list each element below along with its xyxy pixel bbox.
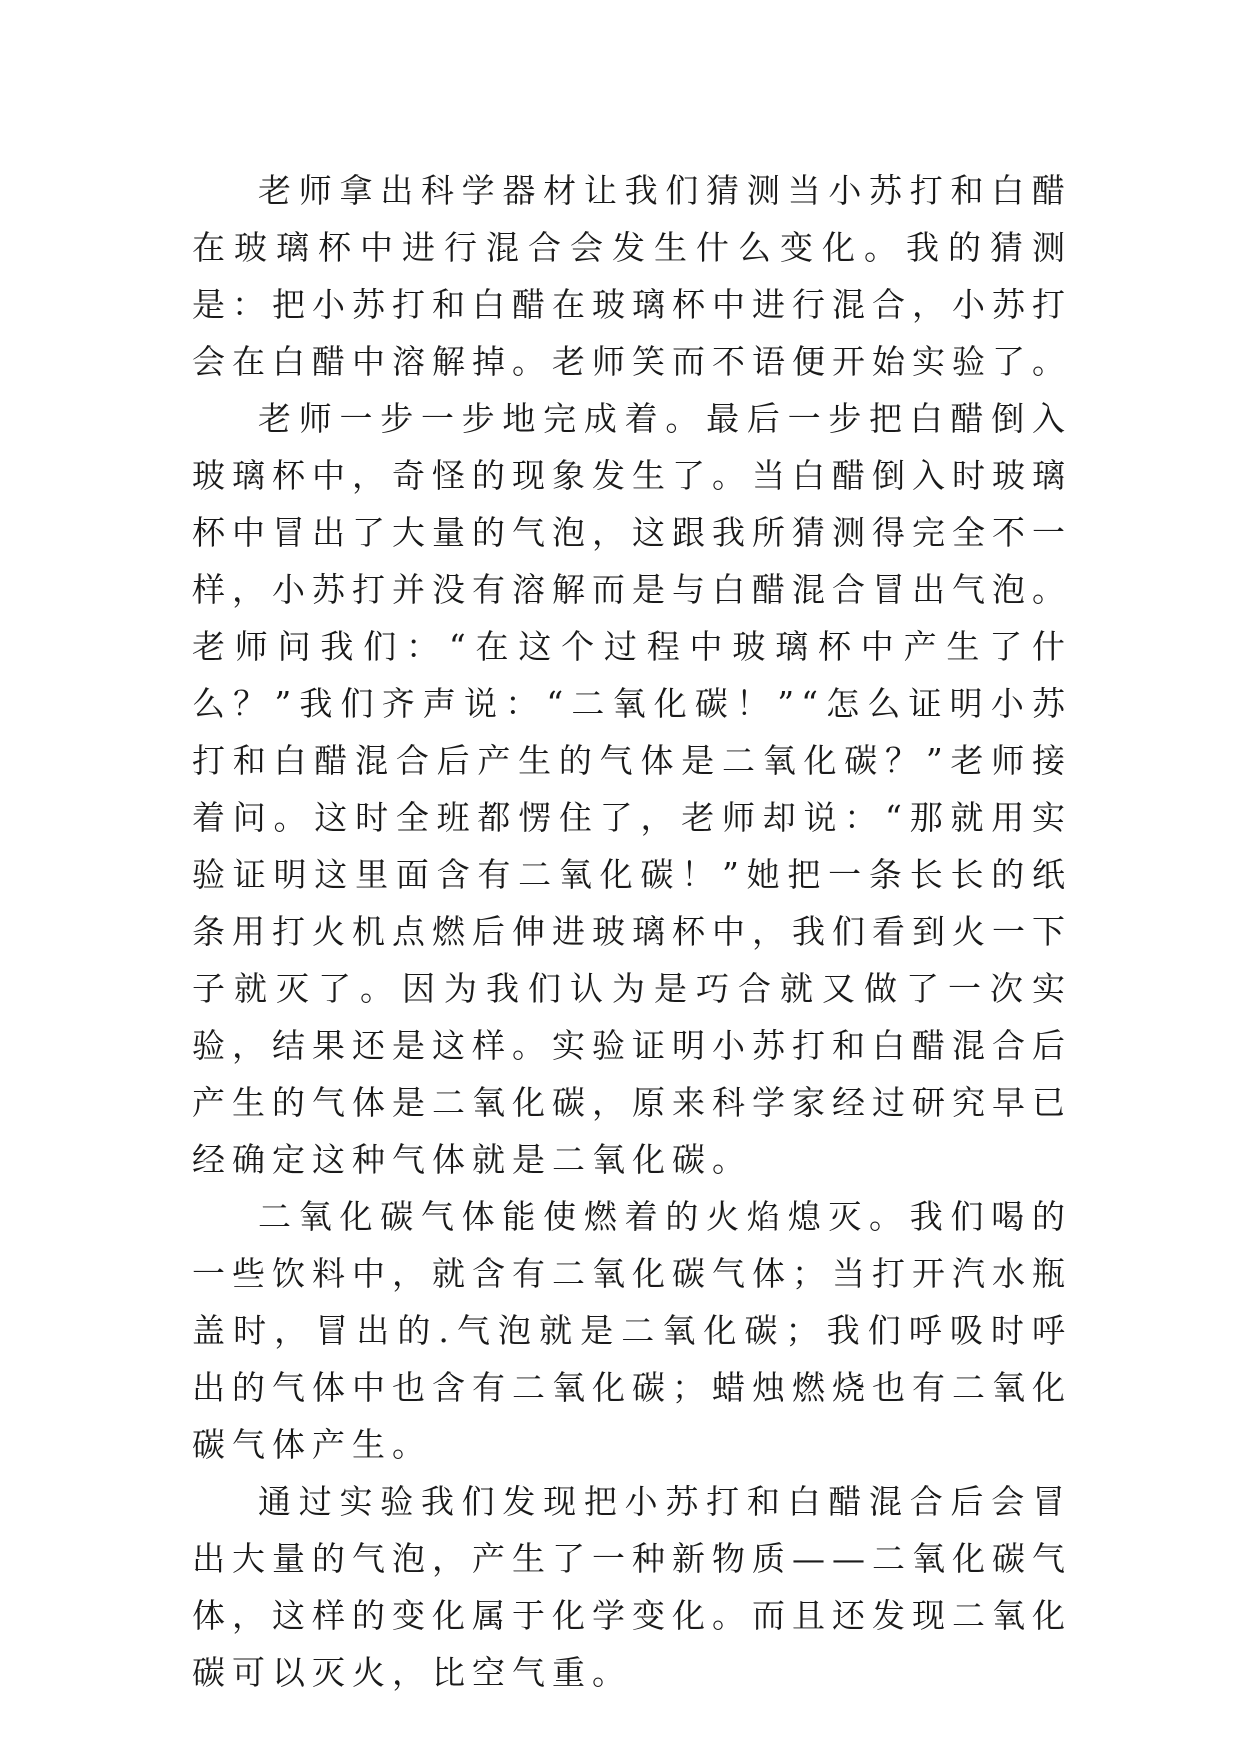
paragraph-1: 老师拿出科学器材让我们猜测当小苏打和白醋在玻璃杯中进行混合会发生什么变化。我的猜测是：把小苏打和白醋在玻璃杯中进行混合，小苏打会在白醋中溶解掉。老师笑而不语便开始实验了。 — [192, 171, 1072, 381]
document-body — [192, 162, 1072, 1701]
paragraph-2: 老师一步一步地完成着。最后一步把白醋倒入玻璃杯中，奇怪的现象发生了。当白醋倒入时玻璃杯中冒出了大量的气泡，这跟我所猜测得完全不一样，小苏打并没有溶解而是与白醋混合冒出气泡。老师问我们：“在这个过程中玻璃杯中产生了什么？”我们齐声说：“二氧化碳！”“怎么证明小苏打和白醋混合后产生的气体是二氧化碳？”老师接着问。这时全班都愣住了，老师却说：“那就用实验证明这里面含有二氧化碳！”她把一条长长的纸条用打火机点燃后伸进玻璃杯中，我们看到火一下子就灭了。因为我们认为是巧合就又做了一次实验，结果还是这样。实验证明小苏打和白醋混合后产生的气体是二氧化碳，原来科学家经过研究早已经确定这种气体就是二氧化碳。 — [192, 399, 1072, 1179]
paragraph-4: 通过实验我们发现把小苏打和白醋混合后会冒出大量的气泡，产生了一种新物质——二氧化碳气体，这样的变化属于化学变化。而且还发现二氧化碳可以灭火，比空气重。 — [192, 1482, 1072, 1692]
paragraph-3: 二氧化碳气体能使燃着的火焰熄灭。我们喝的一些饮料中，就含有二氧化碳气体；当打开汽水瓶盖时，冒出的.气泡就是二氧化碳；我们呼吸时呼出的气体中也含有二氧化碳；蜡烛燃烧也有二氧化碳气体产生。 — [192, 1197, 1072, 1464]
